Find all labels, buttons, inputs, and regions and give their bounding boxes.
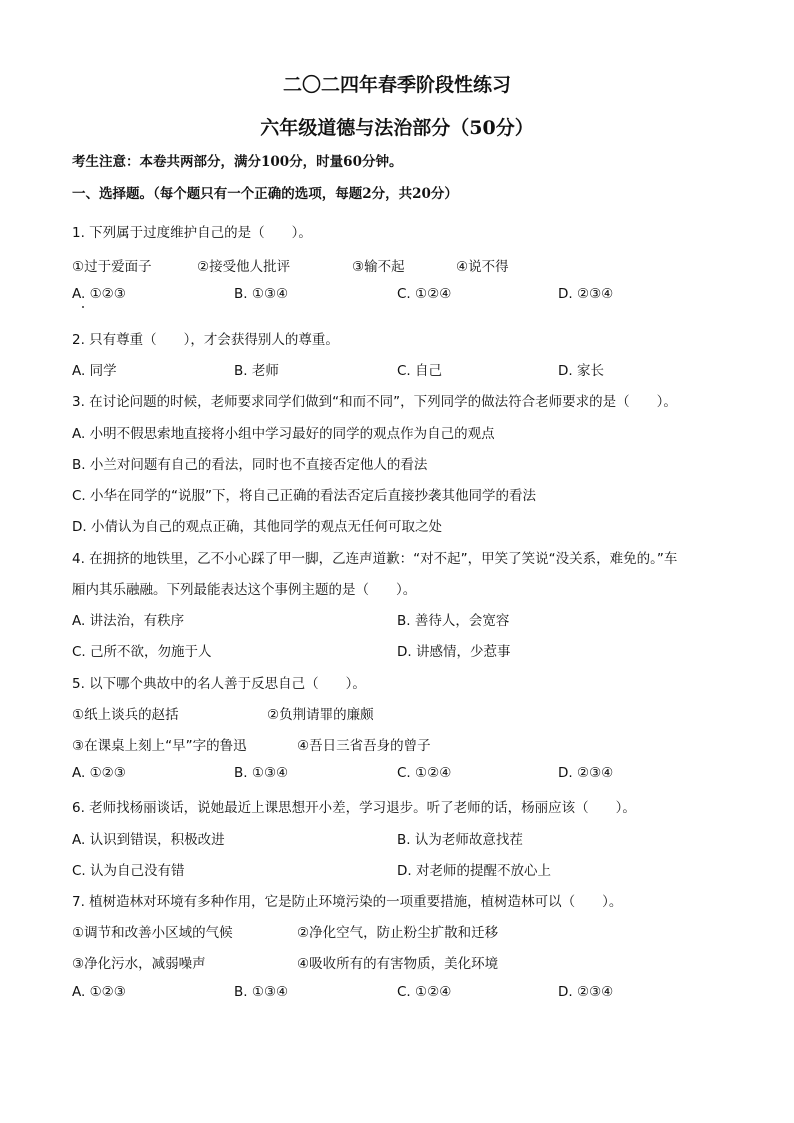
exam-notice: 考生注意：本卷共两部分，满分100分，时量60分钟。 bbox=[72, 154, 403, 170]
question-6-option-a[interactable]: A. 认识到错误，积极改进 bbox=[72, 832, 225, 848]
question-2-option-c[interactable]: C. 自己 bbox=[397, 363, 443, 379]
question-3-option-b[interactable]: B. 小兰对问题有自己的看法，同时也不直接否定他人的看法 bbox=[72, 457, 428, 473]
question-1-item-1: ①过于爱面子 bbox=[72, 259, 152, 275]
question-1-option-a[interactable]: A. ①②③ bbox=[72, 286, 126, 302]
question-7-option-d[interactable]: D. ②③④ bbox=[558, 984, 614, 1000]
question-4-stem-line-1: 4. 在拥挤的地铁里，乙不小心踩了甲一脚，乙连声道歉：“对不起”，甲笑了笑说“没关系，难免的。”车 bbox=[72, 551, 678, 567]
question-5-item-1: ①纸上谈兵的赵括 bbox=[72, 707, 179, 723]
question-2-option-a[interactable]: A. 同学 bbox=[72, 363, 117, 379]
question-7-item-4: ④吸收所有的有害物质，美化环境 bbox=[297, 956, 499, 972]
question-6-option-b[interactable]: B. 认为老师故意找茬 bbox=[397, 832, 523, 848]
question-6-option-c[interactable]: C. 认为自己没有错 bbox=[72, 863, 185, 879]
question-6-option-d[interactable]: D. 对老师的提醒不放心上 bbox=[397, 863, 551, 879]
question-6-stem: 6. 老师找杨丽谈话，说她最近上课思想开小差，学习退步。听了老师的话，杨丽应该（ ）。 bbox=[72, 800, 636, 816]
page-subtitle: 六年级道德与法治部分（50分） bbox=[260, 117, 534, 139]
question-7-option-c[interactable]: C. ①②④ bbox=[397, 984, 452, 1000]
question-1-item-3: ③输不起 bbox=[352, 259, 405, 275]
question-3-option-a[interactable]: A. 小明不假思索地直接将小组中学习最好的同学的观点作为自己的观点 bbox=[72, 426, 495, 442]
question-1-option-d[interactable]: D. ②③④ bbox=[558, 286, 614, 302]
question-7-option-a[interactable]: A. ①②③ bbox=[72, 984, 126, 1000]
question-5-stem: 5. 以下哪个典故中的名人善于反思自己（ ）。 bbox=[72, 676, 366, 692]
question-5-option-d[interactable]: D. ②③④ bbox=[558, 765, 614, 781]
question-4-option-b[interactable]: B. 善待人，会宽容 bbox=[397, 613, 510, 629]
question-7-item-2: ②净化空气，防止粉尘扩散和迁移 bbox=[297, 925, 499, 941]
question-1-option-c[interactable]: C. ①②④ bbox=[397, 286, 452, 302]
question-4-option-c[interactable]: C. 己所不欲，勿施于人 bbox=[72, 644, 212, 660]
page-title: 二〇二四年春季阶段性练习 bbox=[282, 74, 511, 96]
question-1-item-2: ②接受他人批评 bbox=[197, 259, 291, 275]
question-5-item-2: ②负荆请罪的廉颇 bbox=[267, 707, 374, 723]
question-3-option-d[interactable]: D. 小倩认为自己的观点正确，其他同学的观点无任何可取之处 bbox=[72, 519, 442, 535]
question-5-option-a[interactable]: A. ①②③ bbox=[72, 765, 126, 781]
question-7-item-3: ③净化污水，减弱噪声 bbox=[72, 956, 206, 972]
question-7-stem: 7. 植树造林对环境有多种作用，它是防止环境污染的一项重要措施，植树造林可以（ ）。 bbox=[72, 894, 623, 910]
question-3-option-c[interactable]: C. 小华在同学的“说服”下，将自己正确的看法否定后直接抄袭其他同学的看法 bbox=[72, 488, 536, 504]
question-2-stem: 2. 只有尊重（ ），才会获得别人的尊重。 bbox=[72, 332, 339, 348]
question-4-option-d[interactable]: D. 讲感情，少惹事 bbox=[397, 644, 511, 660]
question-4-stem-line-2: 厢内其乐融融。下列最能表达这个事例主题的是（ ）。 bbox=[72, 582, 417, 598]
question-1-stem: 1. 下列属于过度维护自己的是（ ）。 bbox=[72, 225, 312, 241]
question-3-stem: 3. 在讨论问题的时候，老师要求同学们做到“和而不同”，下列同学的做法符合老师要求的是（ ）。 bbox=[72, 394, 677, 410]
question-5-item-3: ③在课桌上刻上“早”字的鲁迅 bbox=[72, 738, 247, 754]
question-7-item-1: ①调节和改善小区域的气候 bbox=[72, 925, 233, 941]
question-7-option-b[interactable]: B. ①③④ bbox=[234, 984, 289, 1000]
question-5-item-4: ④吾日三省吾身的曾子 bbox=[297, 738, 431, 754]
question-1-item-4: ④说不得 bbox=[456, 259, 509, 275]
scan-dot bbox=[82, 306, 84, 308]
question-5-option-b[interactable]: B. ①③④ bbox=[234, 765, 289, 781]
question-4-option-a[interactable]: A. 讲法治，有秩序 bbox=[72, 613, 185, 629]
question-2-option-b[interactable]: B. 老师 bbox=[234, 363, 279, 379]
question-1-option-b[interactable]: B. ①③④ bbox=[234, 286, 289, 302]
question-2-option-d[interactable]: D. 家长 bbox=[558, 363, 604, 379]
section-heading: 一、选择题。（每个题只有一个正确的选项，每题2分，共20分） bbox=[72, 186, 458, 202]
question-5-option-c[interactable]: C. ①②④ bbox=[397, 765, 452, 781]
